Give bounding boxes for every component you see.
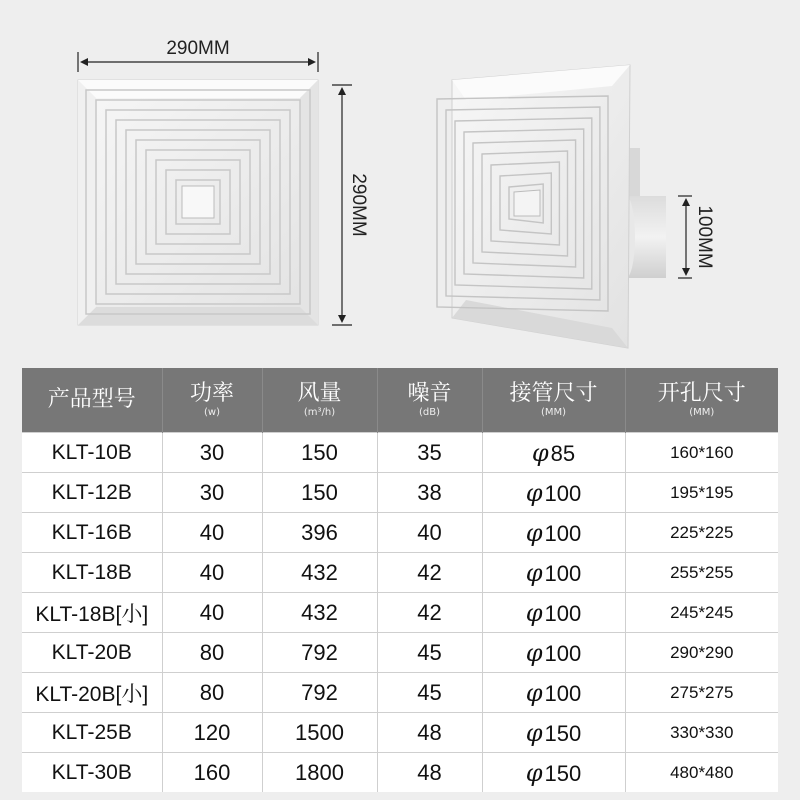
column-header [262,368,377,433]
airflow-cell: 792 [262,633,377,673]
column-header-label: 开孔尺寸 [657,381,746,406]
height-label: 290MM [348,173,369,237]
airflow-cell: 150 [262,433,377,473]
column-header [377,368,482,433]
table-header-row [22,368,778,433]
power-cell: 160 [162,753,262,793]
pipe-size-value: 100 [544,480,582,506]
power-cell: 120 [162,713,262,753]
model-cell: KLT-20B[小] [22,673,162,713]
model-cell: KLT-18B [22,553,162,593]
model-cell: KLT-25B [22,713,162,753]
model-cell: KLT-18B[小] [22,593,162,633]
model-cell: KLT-12B [22,473,162,513]
hole-size-cell: 195*195 [625,473,778,513]
table-row [22,673,778,713]
column-header-label: 功率 [189,381,234,406]
column-header [22,368,162,433]
column-header [482,368,625,433]
diameter-symbol: φ [525,598,543,627]
diameter-symbol: φ [525,558,543,587]
width-label: 290MM [166,38,230,59]
product-illustration [0,0,800,370]
model-cell: KLT-20B [22,633,162,673]
column-header-unit: (dB) [418,407,440,418]
column-header-unit: (m³/h) [303,407,336,418]
hole-size-cell: 480*480 [625,753,778,793]
column-header [625,368,778,433]
column-header-unit: (MM) [540,407,567,418]
pipe-size-value: 150 [544,760,582,786]
diameter-symbol: φ [531,438,549,467]
pipe-size-cell [482,753,625,793]
power-cell: 40 [162,593,262,633]
hole-size-cell: 160*160 [625,433,778,473]
pipe-size-cell [482,553,625,593]
airflow-cell: 792 [262,673,377,713]
pipe-size-value: 100 [544,680,582,706]
perspective-view-panel [437,65,666,348]
noise-cell: 38 [377,473,482,513]
product-images [0,0,800,370]
pipe-size-cell [482,473,625,513]
table-row [22,593,778,633]
pipe-size-cell [482,433,625,473]
pipe-size-value: 100 [544,600,582,626]
diameter-symbol: φ [525,718,543,747]
column-header-label: 接管尺寸 [509,381,598,406]
pipe-size-cell [482,633,625,673]
column-header-unit: (w) [204,407,220,418]
duct-dimension [678,196,692,278]
front-view-panel [78,80,318,325]
diameter-symbol: φ [525,758,543,787]
pipe-size-cell [482,673,625,713]
table-row [22,513,778,553]
table-body [22,433,778,793]
hole-size-cell: 255*255 [625,553,778,593]
column-header-unit: (MM) [689,407,715,418]
column-header-label: 风量 [297,381,342,406]
diameter-symbol: φ [525,478,543,507]
noise-cell: 48 [377,713,482,753]
duct-label: 100MM [694,205,715,269]
diameter-symbol: φ [525,518,543,547]
table-row [22,433,778,473]
column-header [162,368,262,433]
pipe-size-value: 100 [544,520,582,546]
diameter-symbol: φ [525,638,543,667]
pipe-size-cell [482,593,625,633]
power-cell: 30 [162,433,262,473]
airflow-cell: 150 [262,473,377,513]
power-cell: 40 [162,553,262,593]
model-cell: KLT-10B [22,433,162,473]
power-cell: 80 [162,673,262,713]
airflow-cell: 1800 [262,753,377,793]
table-row [22,713,778,753]
noise-cell: 35 [377,433,482,473]
airflow-cell: 396 [262,513,377,553]
hole-size-cell: 330*330 [625,713,778,753]
hole-size-cell: 275*275 [625,673,778,713]
airflow-cell: 432 [262,593,377,633]
hole-size-cell: 245*245 [625,593,778,633]
noise-cell: 42 [377,553,482,593]
pipe-size-cell [482,513,625,553]
model-cell: KLT-30B [22,753,162,793]
pipe-size-value: 100 [544,560,582,586]
noise-cell: 45 [377,633,482,673]
pipe-size-value: 85 [550,440,576,466]
airflow-cell: 432 [262,553,377,593]
model-cell: KLT-16B [22,513,162,553]
power-cell: 30 [162,473,262,513]
table-row [22,753,778,793]
diameter-symbol: φ [525,678,543,707]
noise-cell: 40 [377,513,482,553]
pipe-size-value: 150 [544,720,582,746]
column-header-label: 噪音 [407,381,452,406]
noise-cell: 48 [377,753,482,793]
table-row [22,553,778,593]
table-row [22,473,778,513]
table-row [22,633,778,673]
hole-size-cell: 290*290 [625,633,778,673]
spec-table [22,368,778,792]
noise-cell: 45 [377,673,482,713]
airflow-cell: 1500 [262,713,377,753]
pipe-size-value: 100 [544,640,582,666]
column-header-label: 产品型号 [47,387,136,412]
pipe-size-cell [482,713,625,753]
hole-size-cell: 225*225 [625,513,778,553]
power-cell: 80 [162,633,262,673]
power-cell: 40 [162,513,262,553]
noise-cell: 42 [377,593,482,633]
